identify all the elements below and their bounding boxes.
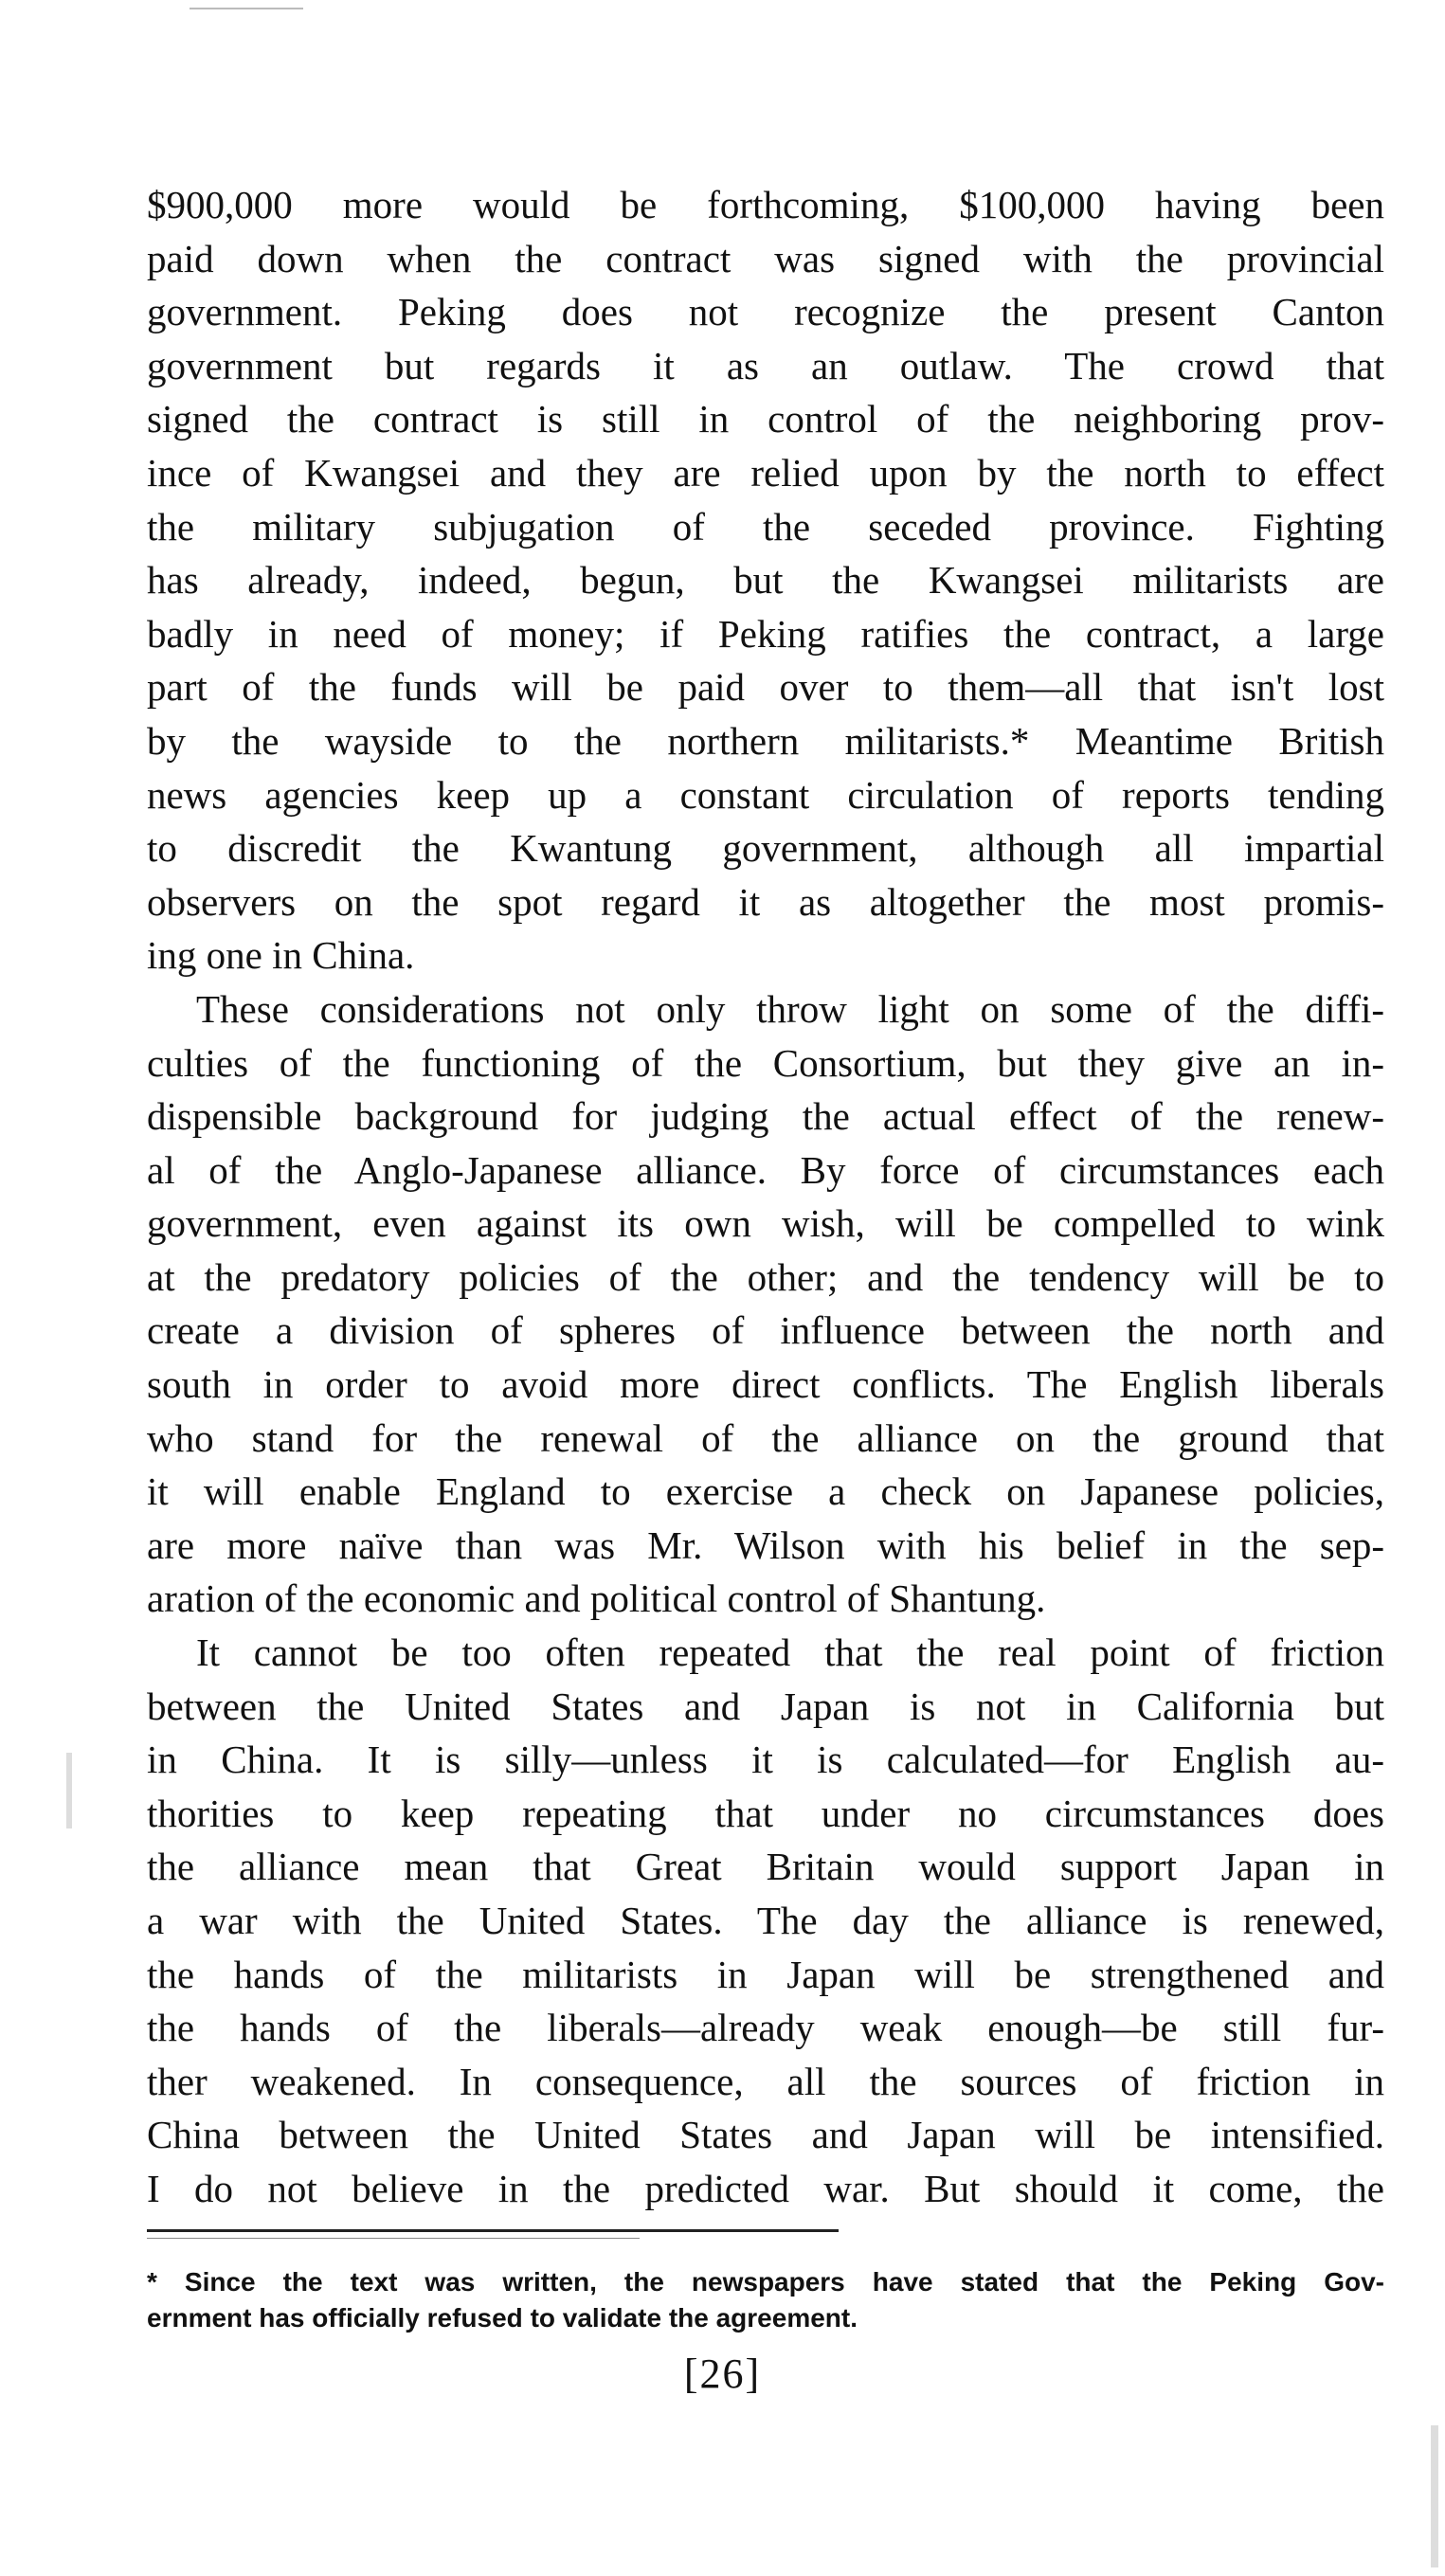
footnote-line: * Since the text was written, the newspapers have stated that the Peking Gov- <box>147 2267 1384 2297</box>
text-line: ther weakened. In consequence, all the sources of friction in <box>147 2059 1384 2103</box>
text-line: dispensible background for judging the actual effect of the renew- <box>147 1094 1384 1139</box>
text-line: government, even against its own wish, will be compelled to wink <box>147 1201 1384 1246</box>
text-line: to discredit the Kwantung government, although all impartial <box>147 826 1384 871</box>
scan-artifact <box>66 1753 72 1828</box>
text-line: who stand for the renewal of the alliance on the ground that <box>147 1415 1384 1460</box>
text-line: These considerations not only throw light on some of the diffi- <box>196 986 1384 1031</box>
text-line: are more naïve than was Mr. Wilson with his belief in the sep- <box>147 1522 1384 1567</box>
footnote <box>147 2264 1384 2336</box>
body-text <box>147 178 1384 2216</box>
text-line: ince of Kwangsei and they are relied upon by the north to effect <box>147 450 1384 495</box>
text-line: culties of the functioning of the Consortium, but they give an in- <box>147 1040 1384 1085</box>
text-line: I do not believe in the predicted war. But should it come, the <box>147 2166 1384 2210</box>
scan-artifact <box>190 8 303 9</box>
text-line: south in order to avoid more direct conflicts. The English liberals <box>147 1362 1384 1407</box>
text-line: between the United States and Japan is not in California but <box>147 1684 1384 1728</box>
text-line: news agencies keep up a constant circulation of reports tending <box>147 772 1384 817</box>
text-line: government. Peking does not recognize the present Canton <box>147 290 1384 334</box>
text-line: $900,000 more would be forthcoming, $100,000 having been <box>147 183 1384 226</box>
text-line: paid down when the contract was signed with the provincial <box>147 236 1384 280</box>
text-line: thorities to keep repeating that under no circumstances does <box>147 1791 1384 1835</box>
text-line: government but regards it as an outlaw. The crowd that <box>147 343 1384 387</box>
text-line: aration of the economic and political control of Shantung. <box>147 1576 1046 1621</box>
text-line: at the predatory policies of the other; and the tendency will be to <box>147 1254 1384 1299</box>
text-line: create a division of spheres of influence between the north and <box>147 1308 1384 1353</box>
text-line: a war with the United States. The day the alliance is renewed, <box>147 1899 1384 1942</box>
text-line: part of the funds will be paid over to them—all that isn't lost <box>147 665 1384 710</box>
footnote-divider <box>147 2229 839 2232</box>
scan-artifact <box>1431 2425 1438 2567</box>
text-line: signed the contract is still in control of the neighboring prov- <box>147 397 1384 441</box>
text-line: the alliance mean that Great Britain would support Japan in <box>147 1845 1384 1889</box>
footnote-divider-tail <box>147 2238 640 2239</box>
text-line: observers on the spot regard it as altogether the most promis- <box>147 879 1384 924</box>
text-line: the military subjugation of the seceded province. Fighting <box>147 504 1384 549</box>
text-line: badly in need of money; if Peking ratifies the contract, a large <box>147 611 1384 656</box>
text-line: It cannot be too often repeated that the real point of friction <box>196 1630 1384 1675</box>
text-line: has already, indeed, begun, but the Kwangsei militarists are <box>147 558 1384 603</box>
text-line: the hands of the militarists in Japan will be strengthened and <box>147 1952 1384 1996</box>
text-line: China between the United States and Japan will be intensified. <box>147 2113 1384 2157</box>
text-line: the hands of the liberals—already weak enough—be still fur- <box>147 2006 1384 2050</box>
text-line: ing one in China. <box>147 933 415 978</box>
text-line: by the wayside to the northern militarists.* Meantime British <box>147 718 1384 763</box>
text-line: it will enable England to exercise a check on Japanese policies, <box>147 1469 1384 1514</box>
text-line: in China. It is silly—unless it is calculated—for English au- <box>147 1738 1384 1782</box>
page-number: [26] <box>683 2351 762 2397</box>
text-line: al of the Anglo-Japanese alliance. By force of circumstances each <box>147 1147 1384 1192</box>
footnote-line: ernment has officially refused to validate the agreement. <box>147 2303 858 2333</box>
